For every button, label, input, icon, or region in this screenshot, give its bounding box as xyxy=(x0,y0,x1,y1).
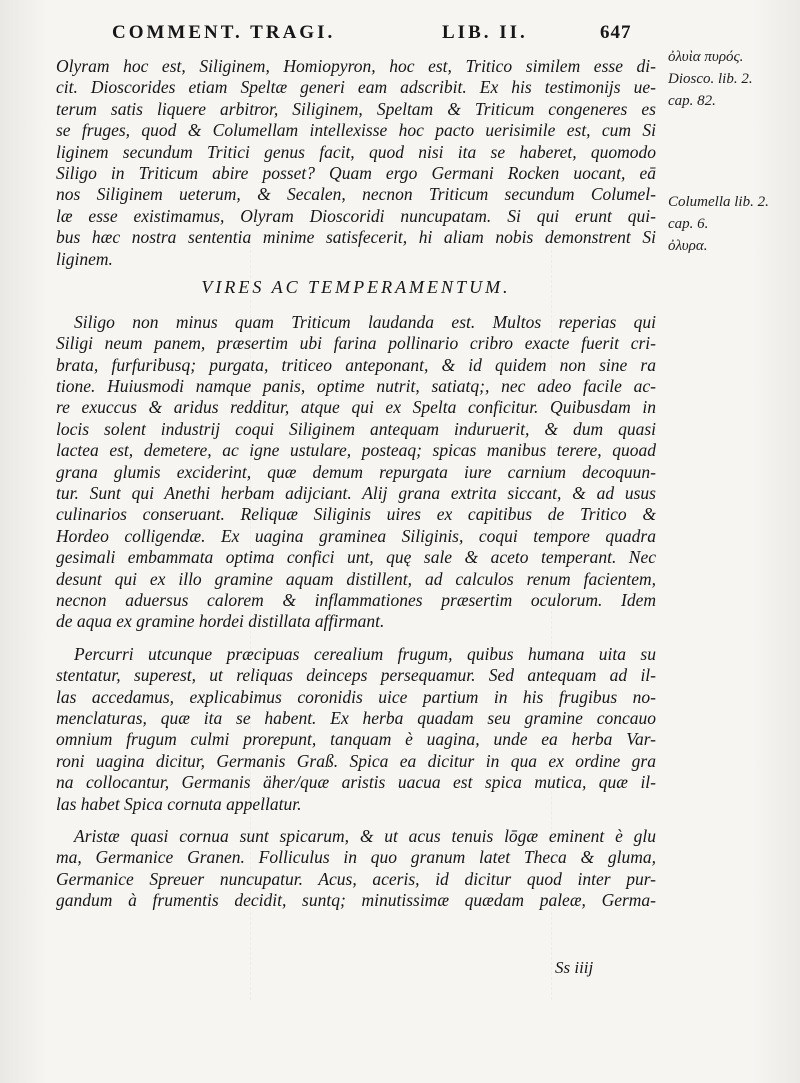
margin-note-chapter: cap. 82. xyxy=(668,93,716,109)
text-line: Siligo non minus quam Triticum laudanda est. Multos reperias qui xyxy=(74,311,656,332)
text-line: brata, furfuribusq; purgata, triticeo anteponant, & id quidem non sine ra xyxy=(56,354,656,375)
section-heading: VIRES AC TEMPERAMENTUM. xyxy=(201,276,511,297)
text-line: gandum à frumentis decidit, suntq; minutissimæ quædam paleæ, Germa- xyxy=(56,890,656,911)
text-line: liginem secundum Tritici genus facit, quod nisi ita se haberet, quomodo xyxy=(56,141,656,162)
text-line: necnon aduersus calorem & inflammationes præsertim oculorum. Idem xyxy=(56,589,656,610)
text-line: menclaturas, quæ ita se habent. Ex herba quadam seu gramine concauo xyxy=(56,707,656,728)
text-line: læ esse existimamus, Olyram Dioscoridi nuncupatam. Si qui erunt qui- xyxy=(56,205,656,226)
text-line: Siligi neum panem, præsertim ubi farina pollinario cribro exacte fuerit cri- xyxy=(56,333,656,354)
page-number: 647 xyxy=(600,22,632,43)
text-line: lactea est, demetere, ac igne ustulare, posteaq; spicas manibus terere, quoad xyxy=(56,440,656,461)
text-line: desunt qui ex illo gramine aquam distillent, ad calculos renum facientem, xyxy=(56,568,656,589)
text-line: terum satis liquere arbitror, Siliginem, Speltam & Triticum congeneres es xyxy=(56,98,656,119)
text-line: roni uagina dicitur, Germanis Graß. Spica ea dicitur in qua ex ordine gra xyxy=(56,750,656,771)
text-line: nos Siliginem ueterum, & Secalen, necnon Triticum secundum Columel- xyxy=(56,184,656,205)
text-line: Siligo in Triticum abire posset? Quam ergo Germani Rocken uocant, eā xyxy=(56,162,656,183)
margin-note-dioscorides: Diosco. lib. 2. xyxy=(668,71,753,87)
margin-note-columella: Columella lib. 2. xyxy=(668,194,769,210)
text-line: Hordeo colligendæ. Ex uagina graminea Siliginis, coqui tempore quadra xyxy=(56,525,656,546)
paragraph-olyra xyxy=(56,56,656,270)
paragraph-percurri xyxy=(56,644,656,815)
text-line: na collocantur, Germanis äher/quæ aristis uacua est spica mutica, quæ il- xyxy=(56,772,656,793)
text-line: re exuccus & aridus redditur, atque qui ex Spelta conficitur. Quibusdam in xyxy=(56,397,656,418)
text-line: Olyram hoc est, Siliginem, Homiopyron, hoc est, Tritico similem esse di- xyxy=(56,56,656,76)
text-line: Aristæ quasi cornua sunt spicarum, & ut acus tenuis lōgæ eminent è glu xyxy=(74,825,656,846)
paragraph-aristae xyxy=(56,826,656,912)
running-header xyxy=(112,22,642,52)
text-line: las accedamus, explicabimus coronidis uice partium in his frugibus no- xyxy=(56,686,656,707)
text-line: omnium frugum culmi prorepunt, tanquam è uagina, unde ea herba Var- xyxy=(56,729,656,750)
text-line: stentatur, superest, ut reliquas deinceps persequamur. Sed antequam ad il- xyxy=(56,665,656,686)
margin-note-olyra: ὀλυρα. xyxy=(668,238,708,254)
text-line: ma, Germanice Granen. Folliculus in quo granum latet Theca & gluma, xyxy=(56,847,656,868)
text-line: gesimali embammata optima confici unt, quę sale & aceto temperant. Nec xyxy=(56,547,656,568)
text-line: tione. Huiusmodi namque panis, optime nutrit, satiatq;, nec adeo facile ac- xyxy=(56,376,656,397)
text-line: locis solent industrij coqui Siliginem antequam induruerit, & dum quasi xyxy=(56,418,656,439)
catchword-signature: Ss iiij xyxy=(555,958,594,977)
text-line: bus hæc nostra sententia minime satisfecerit, hi aliam nobis demonstrent Si xyxy=(56,227,656,248)
main-text xyxy=(56,56,656,911)
text-line: tur. Sunt qui Anethi herbam adijciant. Alij grana extrita siccant, & ad usus xyxy=(56,483,656,504)
margin-note-greek: ὀλυὶα πυρός. xyxy=(668,49,744,65)
text-line: cit. Dioscorides etiam Speltæ generi eam adscribit. Ex his testimonijs ue- xyxy=(56,77,656,98)
text-line: las habet Spica cornuta appellatur. xyxy=(56,793,302,814)
text-line: se fruges, quod & Columellam intellexisse hoc pacto uerisimile est, cum Si xyxy=(56,120,656,141)
text-line: Percurri utcunque præcipuas cerealium frugum, quibus humana uita su xyxy=(74,643,656,664)
text-line: Germanice Spreuer nuncupatur. Acus, aceris, id dicitur quod inter pur- xyxy=(56,868,656,889)
text-line: de aqua ex gramine hordei distillata affirmant. xyxy=(56,611,385,632)
paragraph-vires xyxy=(56,312,656,633)
margin-note-chapter: cap. 6. xyxy=(668,216,709,232)
text-line: liginem. xyxy=(56,248,113,269)
header-title: COMMENT. TRAGI. xyxy=(112,22,336,43)
text-line: grana glumis exciderint, quæ demum repurgata iure carnium decoquun- xyxy=(56,461,656,482)
text-line: culinarios conseruant. Reliquæ Siliginis uires ex capitibus de Tritico & xyxy=(56,504,656,525)
header-book: LIB. II. xyxy=(442,22,528,43)
